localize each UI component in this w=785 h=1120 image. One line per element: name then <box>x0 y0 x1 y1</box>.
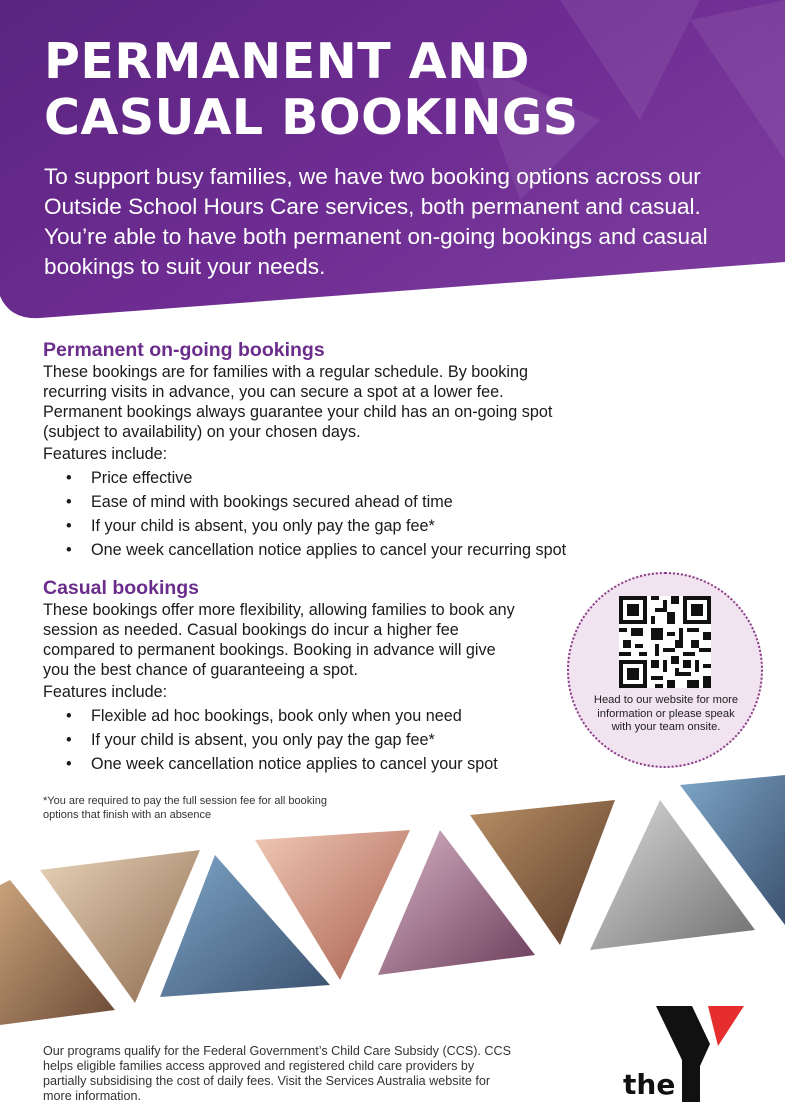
logo-word: the <box>623 1068 676 1101</box>
qr-callout <box>567 572 763 768</box>
qr-caption: Head to our website for more information or please speak with your team onsite. <box>593 694 739 733</box>
ymca-logo <box>618 1004 748 1108</box>
intro-text: To support busy families, we have two booking options across our Outside School Hours Care services, both permanent and casual. You’re able to have both permanent on-going bookings and casual bookings to suit your needs. <box>44 164 708 279</box>
permanent-features-list <box>43 466 623 562</box>
list-item: • If your child is absent, you only pay the gap fee* <box>43 514 623 538</box>
hero-banner <box>0 0 785 320</box>
permanent-body: These bookings are for families with a regular schedule. By booking recurring visits in advance, you can secure a spot at a lower fee. Permanent bookings always guarantee your child has an on-going spot (subject to availability) on your chosen days. <box>43 363 553 441</box>
permanent-heading: Permanent on-going bookings <box>43 339 325 361</box>
casual-body: These bookings offer more flexibility, allowing families to book any session as needed. Casual bookings do incur a higher fee compared to permanent bookings. Booking in advance will give you the best chance of guaranteeing a spot. <box>43 601 515 679</box>
list-item: • If your child is absent, you only pay the gap fee* <box>43 728 623 752</box>
list-item: • Price effective <box>43 466 623 490</box>
list-item: • One week cancellation notice applies to cancel your spot <box>43 752 623 776</box>
page-title <box>44 34 764 146</box>
casual-features-label: Features include: <box>43 683 168 701</box>
title-line-2: CASUAL BOOKINGS <box>44 89 579 146</box>
casual-features-list <box>43 704 623 776</box>
casual-section <box>43 576 623 776</box>
casual-heading: Casual bookings <box>43 577 200 599</box>
qr-code-icon[interactable] <box>619 596 711 688</box>
title-line-1: PERMANENT AND <box>44 33 530 90</box>
list-item: • Flexible ad hoc bookings, book only when you need <box>43 704 623 728</box>
photo-collage <box>0 775 785 1040</box>
list-item: • One week cancellation notice applies to cancel your recurring spot <box>43 538 623 562</box>
permanent-features-label: Features include: <box>43 445 168 463</box>
list-item: • Ease of mind with bookings secured ahead of time <box>43 490 623 514</box>
permanent-section <box>43 338 623 562</box>
footnote: *You are required to pay the full session fee for all booking options that finish with an absence <box>43 795 327 821</box>
ccs-info: Our programs qualify for the Federal Government’s Child Care Subsidy (CCS). CCS helps eligible families access approved and registered child care providers by partially subsidising the cost of daily fees. Visit the Services Australia website for more information. <box>43 1044 512 1103</box>
